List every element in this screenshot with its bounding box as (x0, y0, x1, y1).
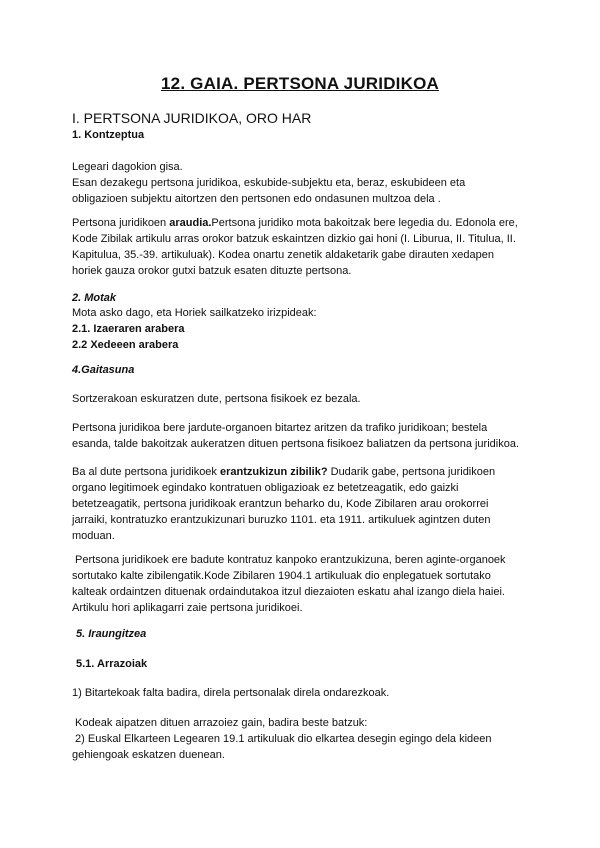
text-line: moduan. (72, 530, 115, 542)
list-item: 2.1. Izaeraren arabera (72, 323, 185, 335)
text-line: betetzeagatik, pertsona juridikoak erantzun beharko du, Kode Zibilaren arau orokorrei (72, 498, 489, 510)
text-line: organo legitimoek egindako kontratuen obligazioak ez betetzeagatik, edo gaizki (72, 482, 459, 494)
text-line: esanda, talde bakoitzak aukeratzen dituen pertsona fisikoez baliatzen da pertsona juridikoa. (72, 438, 520, 450)
paragraph-definition (72, 159, 542, 207)
paragraph-jardute-organoak (72, 420, 542, 452)
text-line (72, 464, 542, 480)
paragraph-motak (72, 305, 542, 353)
bold-term: araudia. (169, 217, 212, 229)
text-line: sortutako kalte zibilengatik.Kode Zibilaren 1904.1 artikuluak dio enplegatuek sortutako (72, 570, 491, 582)
text-line: kalteak ordaintzen dituenak ordaindutakoa itzul diezaioten eskatu ahal izango diela haiei. (72, 586, 505, 598)
text-line: Kodeak aipatzen dituen arrazoiez gain, badira beste batzuk: (72, 717, 368, 729)
text-line: Kapitulua, 35.-39. artikuluak). Kodea onartu zenetik aldaketarik gabe dirauten xedapen (72, 249, 494, 261)
text-line: Mota asko dago, eta Horiek sailkatzeko irizpideak: (72, 307, 317, 319)
text-line: gehiengoak eskatzen duenean. (72, 749, 225, 761)
text-line (72, 215, 542, 231)
bold-term: erantzukizun zibilik? (219, 466, 328, 478)
text-line: horiek gauza orokor gutxi batzuk esaten dituzte pertsona. (72, 265, 352, 277)
text-run: Pertsona juridikoen (72, 217, 170, 229)
text-run: Pertsona juridiko mota bakoitzak bere legedia du. Edonola ere, (211, 217, 518, 229)
paragraph-araudia (72, 215, 542, 279)
paragraph-bitartekoak: 1) Bitartekoak falta badira, direla pertsonalak direla ondarezkoak. (72, 687, 390, 699)
paragraph-beste-arrazoiak (72, 715, 542, 763)
text-line: Pertsona juridikoek ere badute kontratuz kanpoko erantzukizuna, beren aginte-organoek (72, 554, 506, 566)
text-line: Kode Zibilak artikulu arras orokor batzuk eskaintzen dizkio gai honi (I. Liburua, II. Titulua, II. (72, 233, 516, 245)
subheading-iraungitzea: 5. Iraungitzea (76, 628, 147, 640)
page-title: 12. GAIA. PERTSONA JURIDIKOA (161, 74, 439, 93)
subheading-arrazoiak: 5.1. Arrazoiak (76, 658, 148, 670)
text-line: Artikulu hori aplikagarri zaie pertsona juridikoei. (72, 602, 303, 614)
text-line: 2) Euskal Elkarteen Legearen 19.1 artikuluak dio elkartea desegin egingo dela kideen (72, 733, 492, 745)
text-run: Dudarik gabe, pertsona juridikoen (327, 466, 496, 478)
text-line: Legeari dagokion gisa. (72, 161, 183, 173)
text-line: jarraiki, kontratuzko erantzukizunari buruzko 1101. eta 1911. artikuluek agintzen duten (72, 514, 491, 526)
paragraph-erantzukizuna (72, 464, 542, 544)
text-line: Esan dezakegu pertsona juridikoa, eskubide-subjektu eta, beraz, eskubideen eta (72, 177, 466, 189)
paragraph-kontratuz-kanpoko (72, 552, 542, 616)
subheading-motak: 2. Motak (72, 292, 117, 304)
list-item: 2.2 Xedeeen arabera (72, 339, 179, 351)
section-heading: I. PERTSONA JURIDIKOA, ORO HAR (72, 110, 312, 126)
text-run: Ba al dute pertsona juridikoek (72, 466, 220, 478)
subheading-gaitasuna: 4.Gaitasuna (72, 364, 135, 376)
paragraph-sortzerakoan: Sortzerakoan eskuratzen dute, pertsona fisikoek ez bezala. (72, 393, 361, 405)
subheading-kontzeptua: 1. Kontzeptua (72, 129, 145, 141)
text-line: Pertsona juridikoa bere jardute-organoen bitartez aritzen da trafiko juridikoan; bestela (72, 422, 488, 434)
text-line: obligazioen subjektu aitortzen den pertsonen edo ondasunen multzoa dela . (72, 193, 441, 205)
